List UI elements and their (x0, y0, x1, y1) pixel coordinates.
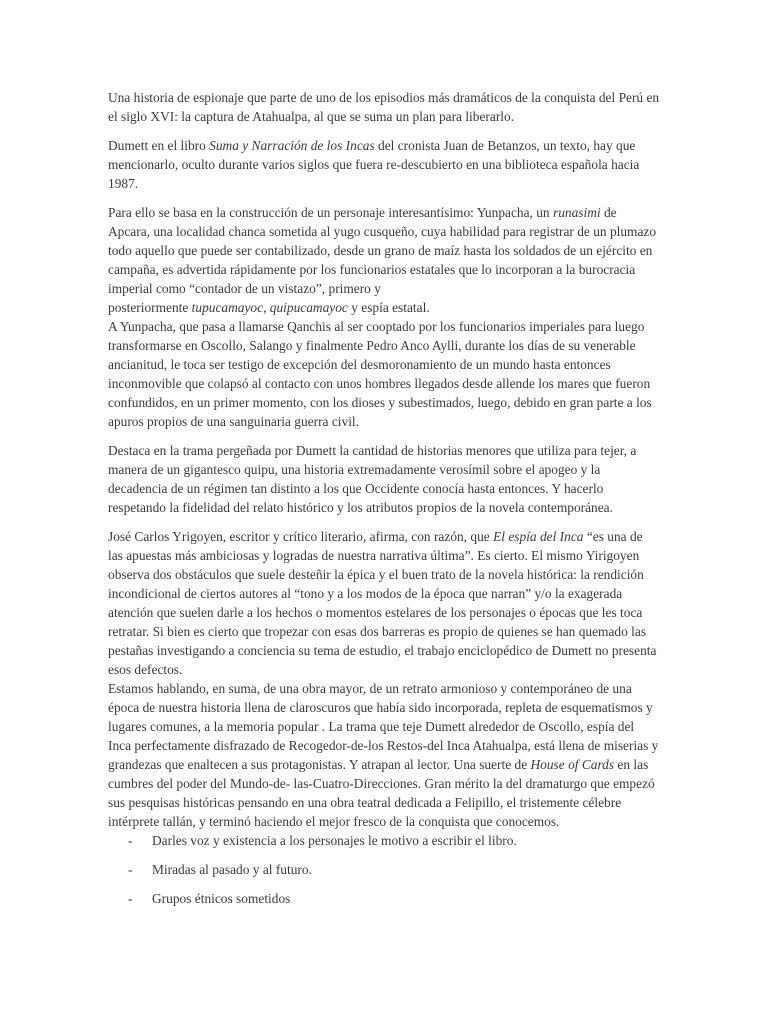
list-item-text: Miradas al pasado y al futuro. (152, 862, 312, 877)
paragraph-yunpacha-text-d: posteriormente (108, 300, 192, 315)
paragraph-obra-mayor-text-a: Estamos hablando, en suma, de una obra mayor, de un retrato armonioso y contemporáneo de una época de nuestra historia llena de claroscuros que había sido incorporada, repleta de esquematismos y lugares comunes, a la memoria popular . La trama que teje Dumett alrededor de Oscollo, espía del Inca perfectamente disfrazado de Recogedor-de-los Restos-del Inca Atahualpa, está llena de miserias y grandezas que enaltecen a sus protagonistas. Y atrapan al lector. Una suerte de (108, 681, 659, 772)
paragraph-betanzos (108, 136, 660, 193)
paragraph-intro: Una historia de espionaje que parte de uno de los episodios más dramáticos de la conquista del Perú en el siglo XVI: la captura de Atahualpa, al que se suma un plan para liberarlo. (108, 90, 660, 124)
paragraph-yunpacha-text-a: Para ello se basa en la construcción de un personaje interesantísimo: Yunpacha, un (108, 205, 553, 220)
term-camayoc: tupucamayoc, quipucamayoc (191, 300, 348, 315)
list-item (108, 860, 660, 879)
paragraph-yrigoyen (108, 527, 660, 679)
book-title-espia-inca: El espía del Inca (493, 529, 584, 544)
document-page (108, 88, 660, 918)
bullet-dash: - (128, 862, 133, 877)
paragraph-obra-mayor-text-c: en las cumbres del poder del Mundo-de- las-Cuatro-Direcciones. Gran mérito la del dramaturgo que empezó sus pesquisas históricas pensando en una obra teatral dedicada a Felipillo, el tristemente célebre intérprete tallán, y terminó haciendo el mejor fresco de la conquista que conocemos. (108, 757, 655, 829)
book-title-suma-narracion: Suma y Narración de los Incas (209, 138, 375, 153)
paragraph-qanchis: A Yunpacha, que pasa a llamarse Qanchis al ser cooptado por los funcionarios imperiales para luego transformarse en Oscollo, Salango y finalmente Pedro Anco Aylli, durante los días de su venerable ancianitud, le toca ser testigo de excepción del desmoronamiento de un mundo hasta entonces inconmovible que colapsó al contacto con unos hombres llegados desde allende los mares que fueron confundidos, en un primer momento, con los dioses y subestimados, luego, debido en gran parte a los apuros propios de una sanguinaria guerra civil. (108, 319, 652, 429)
list-item-text: Darles voz y existencia a los personajes le motivo a escribir el libro. (152, 833, 517, 848)
paragraph-yunpacha-text-f: y espía estatal. (347, 300, 430, 315)
bullet-list (108, 831, 660, 908)
term-runasimi: runasimi (552, 205, 601, 220)
paragraph-yrigoyen-text-c: “es una de las apuestas más ambiciosas y logradas de nuestra narrativa última”. Es cierto. El mismo Yirigoyen observa dos obstáculos que suele desteñir la épica y el buen trato de la novela histórica: la rendición incondicional de ciertos autores al “tono y a los modos de la época que narran” y/o la exagerada atención que suelen darle a los hechos o momentos estelares de los personajes o épocas que les toca retratar. Si bien es cierto que tropezar con esas dos barreras es propio de quienes se han quemado las pestañas investigando a conciencia su tema de estudio, el trabajo enciclopédico de Dumett no presenta esos defectos. (108, 529, 657, 677)
list-item-text: Grupos étnicos sometidos (152, 891, 291, 906)
list-item (108, 889, 660, 908)
paragraph-yunpacha-text-c: de Apcara, una localidad chanca sometida al yugo cusqueño, cuya habilidad para registrar de un plumazo todo aquello que puede ser contabilizado, desde un grano de maíz hasta los soldados de un ejército en campaña, es advertida rápidamente por los funcionarios estatales que lo incorporan a la burocracia imperial como “contador de un vistazo”, primero y (108, 205, 657, 296)
paragraph-trama: Destaca en la trama pergeñada por Dumett la cantidad de historias menores que utiliza para tejer, a manera de un gigantesco quipu, una historia extremadamente verosímil sobre el apogeo y la decadencia de un régimen tan distinto a los que Occidente conocía hasta entonces. Y hacerlo respetando la fidelidad del relato histórico y los atributos propios de la novela contemporánea. (108, 443, 637, 515)
paragraph-betanzos-text-c: del cronista Juan de Betanzos, un texto, hay que mencionarlo, oculto durante varios siglos que fuera re-descubierto en una biblioteca española hacia 1987. (108, 138, 640, 191)
paragraph-obra-mayor (108, 679, 660, 831)
paragraph-yunpacha (108, 203, 660, 317)
bullet-dash: - (128, 891, 133, 906)
paragraph-betanzos-text-a: Dumett en el libro (108, 138, 210, 153)
bullet-dash: - (128, 833, 133, 848)
list-item (108, 831, 660, 850)
title-house-of-cards: House of Cards (530, 757, 615, 772)
paragraph-yrigoyen-text-a: José Carlos Yrigoyen, escritor y crítico literario, afirma, con razón, que (108, 529, 494, 544)
